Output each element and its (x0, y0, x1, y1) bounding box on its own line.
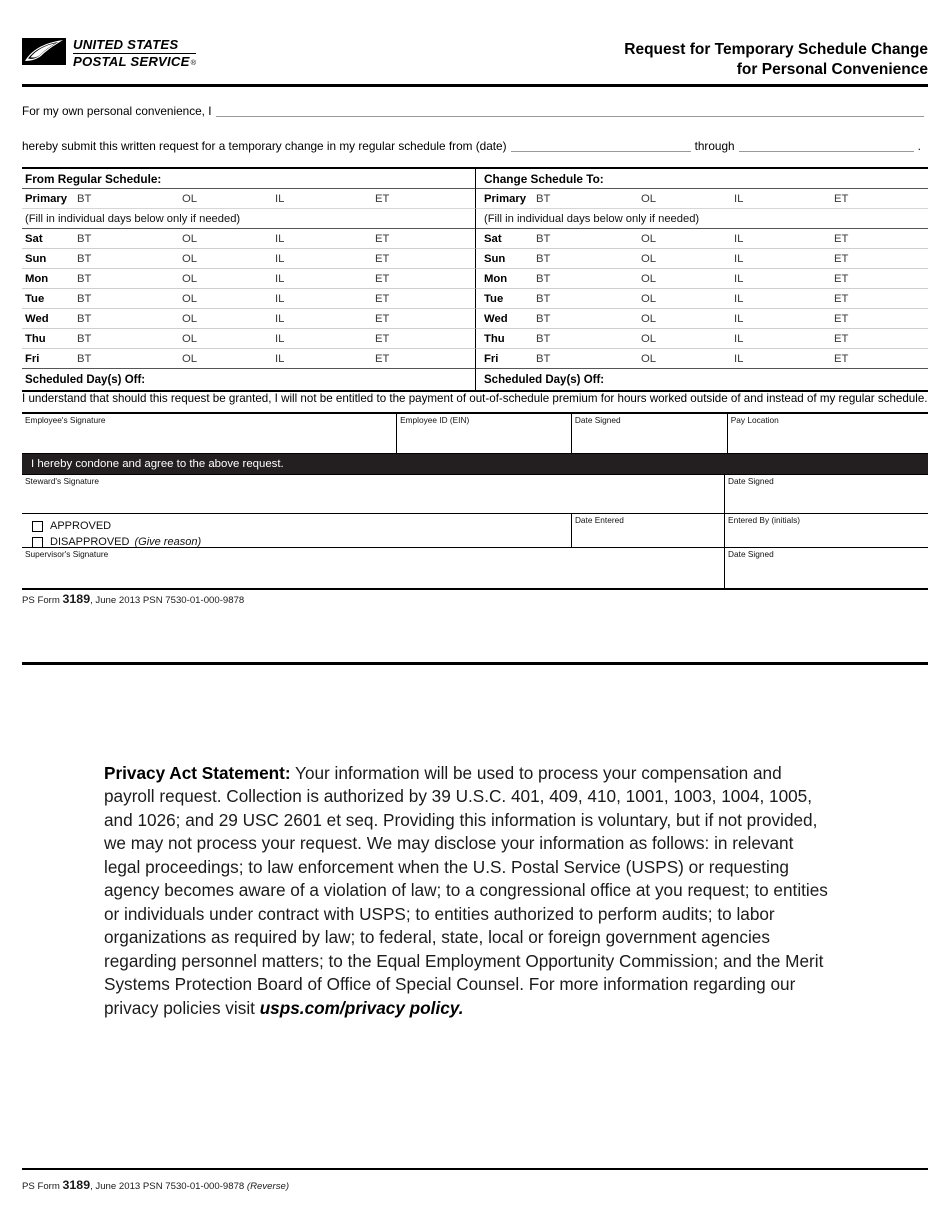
to-primary-ol[interactable]: OL (641, 192, 657, 205)
privacy-policy-link[interactable]: usps.com/privacy policy. (259, 997, 464, 1018)
to-mon-il[interactable]: IL (734, 272, 744, 285)
employee-signature-row (22, 414, 928, 454)
from-day-label-sun: Sun (25, 252, 47, 265)
from-wed-ol[interactable]: OL (182, 312, 198, 325)
to-day-label-wed: Wed (484, 312, 508, 325)
form-id-front (22, 592, 244, 606)
logo-line-2: POSTAL SERVICE® (73, 53, 197, 69)
give-reason-label: (Give reason) (134, 536, 202, 548)
from-primary-bt[interactable]: BT (77, 192, 92, 205)
from-mon-bt[interactable]: BT (77, 272, 92, 285)
from-fri-il[interactable]: IL (275, 352, 285, 365)
approval-row (22, 514, 928, 548)
to-wed-ol[interactable]: OL (641, 312, 657, 325)
to-primary-il[interactable]: IL (734, 192, 744, 205)
from-mon-il[interactable]: IL (275, 272, 285, 285)
approved-label: APPROVED (50, 520, 112, 532)
table-row (22, 269, 928, 289)
intro-line-2 (22, 139, 928, 153)
from-thu-il[interactable]: IL (275, 332, 285, 345)
from-sat-bt[interactable]: BT (77, 232, 92, 245)
to-tue-ol[interactable]: OL (641, 292, 657, 305)
from-days-off[interactable]: Scheduled Day(s) Off: (25, 373, 146, 386)
from-day-tue (22, 289, 475, 309)
from-sun-et[interactable]: ET (375, 252, 390, 265)
approval-decision-field (22, 514, 572, 548)
page-title-line-2: for Personal Convenience (736, 60, 928, 78)
supervisor-signature-label: Supervisor's Signature (25, 549, 109, 559)
to-wed-et[interactable]: ET (834, 312, 849, 325)
from-day-fri (22, 349, 475, 369)
to-fri-bt[interactable]: BT (536, 352, 551, 365)
to-tue-et[interactable]: ET (834, 292, 849, 305)
to-fri-il[interactable]: IL (734, 352, 744, 365)
to-schedule-title: Change Schedule To: (475, 169, 928, 189)
through-label: through (694, 139, 735, 153)
form-id-number: 3189 (62, 592, 91, 606)
to-thu-bt[interactable]: BT (536, 332, 551, 345)
from-primary-cells (22, 189, 475, 209)
to-sun-et[interactable]: ET (834, 252, 849, 265)
form-id-reverse-note: (Reverse) (244, 1181, 290, 1192)
from-tue-ol[interactable]: OL (182, 292, 198, 305)
to-tue-bt[interactable]: BT (536, 292, 551, 305)
steward-signature-field[interactable] (22, 475, 725, 514)
privacy-act-heading: Privacy Act Statement: (104, 763, 291, 783)
disapproved-checkbox-icon[interactable] (32, 537, 43, 548)
supervisor-signature-row (22, 548, 928, 590)
from-day-label-tue: Tue (25, 292, 45, 305)
privacy-act-statement (104, 762, 834, 1020)
from-thu-bt[interactable]: BT (77, 332, 92, 345)
to-days-off[interactable]: Scheduled Day(s) Off: (475, 369, 928, 390)
from-note: (Fill in individual days below only if needed) (22, 209, 475, 229)
signature-section (22, 412, 928, 590)
steward-date-signed-field[interactable] (725, 475, 928, 514)
to-day-fri (475, 349, 928, 369)
page-divider (22, 662, 928, 665)
to-day-label-thu: Thu (484, 332, 505, 345)
table-row (22, 249, 928, 269)
to-mon-et[interactable]: ET (834, 272, 849, 285)
from-day-label-sat: Sat (25, 232, 43, 245)
form-id-prefix: PS Form (22, 595, 63, 606)
form-id-reverse-suffix: , June 2013 PSN 7530-01-000-9878 (90, 1181, 245, 1192)
from-mon-ol[interactable]: OL (182, 272, 198, 285)
page-title-line-1: Request for Temporary Schedule Change (624, 41, 928, 58)
to-sat-il[interactable]: IL (734, 232, 744, 245)
to-primary-label: Primary (484, 192, 527, 205)
primary-row (22, 189, 928, 209)
table-row (22, 229, 928, 249)
disapproved-option[interactable] (32, 536, 201, 548)
from-sat-il[interactable]: IL (275, 232, 285, 245)
supervisor-date-signed-field[interactable] (725, 548, 928, 590)
to-fri-ol[interactable]: OL (641, 352, 657, 365)
table-row (22, 289, 928, 309)
from-day-thu (22, 329, 475, 349)
to-day-label-tue: Tue (484, 292, 504, 305)
from-sun-bt[interactable]: BT (77, 252, 92, 265)
header-divider (22, 84, 928, 87)
to-day-thu (475, 329, 928, 349)
to-sat-bt[interactable]: BT (536, 232, 551, 245)
to-fri-et[interactable]: ET (834, 352, 849, 365)
schedule-title-row (22, 169, 928, 189)
intro-period: . (917, 139, 921, 153)
usps-eagle-icon (22, 38, 66, 65)
from-thu-et[interactable]: ET (375, 332, 390, 345)
employee-date-signed-field[interactable] (572, 414, 728, 454)
from-mon-et[interactable]: ET (375, 272, 390, 285)
from-sat-ol[interactable]: OL (182, 232, 198, 245)
to-day-label-mon: Mon (484, 272, 508, 285)
steward-date-signed-label: Date Signed (728, 476, 774, 486)
from-tue-il[interactable]: IL (275, 292, 285, 305)
to-thu-et[interactable]: ET (834, 332, 849, 345)
employee-date-signed-label: Date Signed (574, 415, 621, 425)
to-wed-bt[interactable]: BT (536, 312, 551, 325)
form-id-reverse-number: 3189 (62, 1178, 91, 1192)
form-id-suffix: , June 2013 PSN 7530-01-000-9878 (90, 595, 245, 606)
from-schedule-title: From Regular Schedule: (22, 169, 475, 189)
through-date-input[interactable] (739, 140, 914, 152)
intro-line-1-label: For my own personal convenience, I (22, 104, 212, 118)
date-entered-label: Date Entered (574, 515, 624, 525)
to-note: (Fill in individual days below only if needed) (475, 209, 928, 229)
logo-line-1: UNITED STATES (73, 38, 196, 54)
from-date-input[interactable] (511, 140, 691, 152)
schedule-table (22, 167, 928, 392)
page-title (624, 40, 928, 80)
to-day-sun (475, 249, 928, 269)
from-primary-il[interactable]: IL (275, 192, 285, 205)
from-day-label-mon: Mon (25, 272, 49, 285)
from-fri-ol[interactable]: OL (182, 352, 198, 365)
days-off-row (22, 369, 928, 390)
approved-option[interactable] (32, 520, 201, 532)
from-primary-label: Primary (25, 192, 68, 205)
table-row (22, 329, 928, 349)
from-day-sat (22, 229, 475, 249)
from-wed-bt[interactable]: BT (77, 312, 92, 325)
form-id-reverse (22, 1178, 289, 1192)
from-fri-bt[interactable]: BT (77, 352, 92, 365)
from-thu-ol[interactable]: OL (182, 332, 198, 345)
from-day-sun (22, 249, 475, 269)
footer-divider (22, 1168, 928, 1170)
form-header (22, 30, 928, 84)
from-day-label-fri: Fri (25, 352, 40, 365)
from-primary-ol[interactable]: OL (182, 192, 198, 205)
from-sun-il[interactable]: IL (275, 252, 285, 265)
privacy-act-body: Your information will be used to process your compensation and payroll request. Collection is authorized by 39 U.S.C. 401, 409, 410, 1001, 1003, 1004, 1005, and 1026; and 29 USC 2601 et seq. Providing this information is voluntary, but if not provided, we may not process your request. We may disclose your information as follows: in relevant legal proceedings; to law enforcement when the U.S. Postal Service (USPS) or requesting agency becomes aware of a violation of law; to a congressional office at you request; to entities or individuals under contract with USPS; to entities authorized to perform audits; to labor organizations as required by law; to federal, state, local or foreign government agencies regarding personnel matters; to the Equal Employment Opportunity Commission; and the Merit Systems Protection Board of Office of Special Counsel. For more information regarding our privacy policies visit (104, 763, 828, 1018)
to-sun-ol[interactable]: OL (641, 252, 657, 265)
from-fri-et[interactable]: ET (375, 352, 390, 365)
table-row (22, 309, 928, 329)
disapproved-label: DISAPPROVED (50, 536, 130, 548)
to-primary-et[interactable]: ET (834, 192, 849, 205)
pay-location-field[interactable] (728, 414, 928, 454)
form-id-reverse-prefix: PS Form (22, 1181, 63, 1192)
to-sat-et[interactable]: ET (834, 232, 849, 245)
from-day-mon (22, 269, 475, 289)
employee-id-field[interactable] (397, 414, 572, 454)
from-sun-ol[interactable]: OL (182, 252, 198, 265)
to-day-sat (475, 229, 928, 249)
employee-id-label: Employee ID (EIN) (400, 415, 470, 425)
to-day-wed (475, 309, 928, 329)
supervisor-date-signed-label: Date Signed (728, 549, 774, 559)
employee-signature-label: Employee's Signature (25, 415, 106, 425)
employee-name-input[interactable] (216, 105, 925, 117)
schedule-note-row (22, 209, 928, 229)
steward-signature-label: Steward's Signature (25, 476, 99, 486)
to-sun-bt[interactable]: BT (536, 252, 551, 265)
to-sat-ol[interactable]: OL (641, 232, 657, 245)
entered-by-field[interactable] (725, 514, 928, 548)
to-tue-il[interactable]: IL (734, 292, 744, 305)
to-primary-bt[interactable]: BT (536, 192, 551, 205)
to-thu-ol[interactable]: OL (641, 332, 657, 345)
steward-signature-row (22, 475, 928, 514)
to-day-tue (475, 289, 928, 309)
from-primary-et[interactable]: ET (375, 192, 390, 205)
registered-mark-icon: ® (190, 57, 197, 67)
to-sun-il[interactable]: IL (734, 252, 744, 265)
employee-signature-field[interactable] (22, 414, 397, 454)
to-day-label-sat: Sat (484, 232, 502, 245)
usps-logo (22, 38, 196, 69)
to-day-mon (475, 269, 928, 289)
usps-wordmark (73, 38, 196, 69)
entered-by-label: Entered By (initials) (728, 515, 800, 525)
pay-location-label: Pay Location (730, 415, 779, 425)
to-mon-bt[interactable]: BT (536, 272, 551, 285)
from-day-label-wed: Wed (25, 312, 49, 325)
from-day-label-thu: Thu (25, 332, 46, 345)
to-day-label-sun: Sun (484, 252, 506, 265)
from-day-wed (22, 309, 475, 329)
condone-bar: I hereby condone and agree to the above request. (22, 454, 928, 475)
intro-line-1 (22, 104, 928, 118)
to-primary-cells (475, 189, 928, 209)
date-entered-field[interactable] (572, 514, 725, 548)
from-wed-et[interactable]: ET (375, 312, 390, 325)
from-tue-bt[interactable]: BT (77, 292, 92, 305)
intro-line-2-label: hereby submit this written request for a temporary change in my regular schedule from (date) (22, 139, 507, 153)
to-mon-ol[interactable]: OL (641, 272, 657, 285)
approved-checkbox-icon[interactable] (32, 521, 43, 532)
from-wed-il[interactable]: IL (275, 312, 285, 325)
from-sat-et[interactable]: ET (375, 232, 390, 245)
to-thu-il[interactable]: IL (734, 332, 744, 345)
from-tue-et[interactable]: ET (375, 292, 390, 305)
understand-statement: I understand that should this request be granted, I will not be entitled to the payment of out-of-schedule premium for hours worked outside of and instead of my regular schedule. (22, 392, 928, 405)
to-day-label-fri: Fri (484, 352, 499, 365)
to-wed-il[interactable]: IL (734, 312, 744, 325)
supervisor-signature-field[interactable] (22, 548, 725, 590)
table-row (22, 349, 928, 369)
